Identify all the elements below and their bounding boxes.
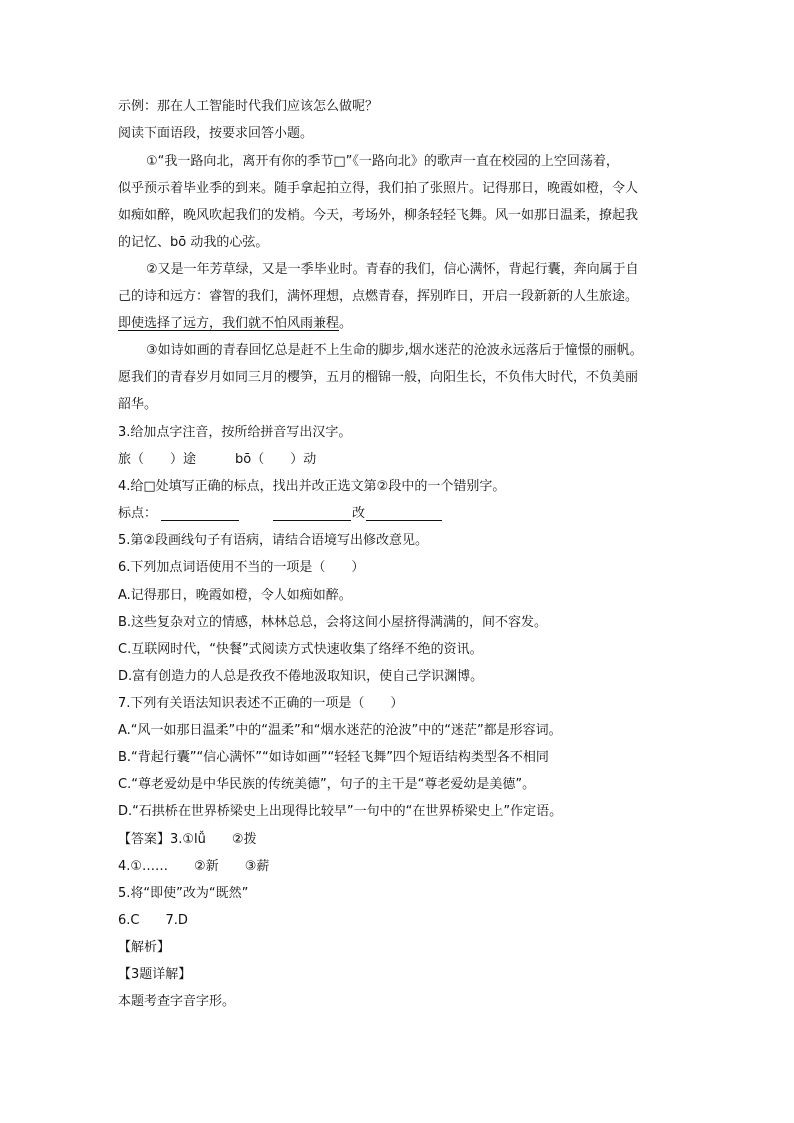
question-7-option: C.“尊老爱幼是中华民族的传统美德”，句子的主干是“尊老爱幼是美德”。: [118, 777, 536, 792]
punctuation-blank[interactable]: [161, 520, 239, 521]
paragraph-3-line: ③如诗如画的青春回忆总是赶不上生命的脚步,烟水迷茫的沧波永远落后于憧憬的丽帆。: [146, 343, 643, 358]
question-7-option: A.“风一如那日温柔”中的“温柔”和“烟水迷茫的沧波”中的“迷茫”都是形容词。: [118, 723, 562, 738]
paragraph-2-line: [118, 315, 352, 332]
paragraph-2-line: 己的诗和远方：睿智的我们，满怀理想，点燃青春，挥别昨日，开启一段新新的人生旅途。: [118, 289, 639, 304]
question-6: 6.下列加点词语使用不当的一项是（ ）: [118, 560, 365, 575]
answer-line: 5.将“即使”改为“既然”: [118, 886, 249, 901]
sentence-end: 。: [339, 316, 353, 331]
paragraph-3-line: 韶华。: [118, 397, 158, 412]
question-5: 5.第②段画线句子有语病，请结合语境写出修改意见。: [118, 533, 429, 548]
paragraph-1-line: 的记忆、bō 动我的心弦。: [118, 235, 269, 250]
paragraph-1-line: 如痴如醉，晚风吹起我们的发梢。今天，考场外，柳条轻轻飞舞。风一如那日温柔，撩起我: [118, 208, 639, 223]
paragraph-3-line: 愿我们的青春岁月如同三月的樱笋，五月的榴锦一般，向阳生长，不负伟大时代，不负美丽: [118, 370, 639, 385]
paragraph-2-line: ②又是一年芳草绿，又是一季毕业时。青春的我们，信心满怀，背起行囊，奔向属于自: [146, 262, 639, 277]
q3-detail-text: 本题考查字音字形。: [118, 994, 236, 1009]
question-3-items: 旅（ ）途 bō（ ）动: [118, 452, 317, 467]
question-4-change-label: 改: [352, 506, 366, 521]
answer-line: 4.①…… ②新 ③薪: [118, 859, 270, 874]
question-6-option: B.这些复杂对立的情感，林林总总，会将这间小屋挤得满满的，间不容发。: [118, 615, 548, 630]
question-7-option: D.“石拱桥在世界桥梁史上出现得比较早”一句中的“在世界桥梁史上”作定语。: [118, 804, 563, 819]
answer-line: 6.C 7.D: [118, 913, 188, 928]
question-6-option: A.记得那日，晚霞如橙，令人如痴如醉。: [118, 588, 352, 603]
question-4: 4.给□处填写正确的标点，找出并改正选文第②段中的一个错别字。: [118, 479, 506, 494]
question-6-option: D.富有创造力的人总是孜孜不倦地汲取知识，使自己学识渊博。: [118, 669, 484, 684]
question-3: 3.给加点字注音，按所给拼音写出汉字。: [118, 425, 352, 440]
wrong-char-blank[interactable]: [273, 520, 351, 521]
paragraph-1-line: 似乎预示着毕业季的到来。随手拿起拍立得，我们拍了张照片。记得那日，晚霞如橙，令人: [118, 181, 639, 196]
underlined-sentence: 即使选择了远方，我们就不怕风雨兼程: [118, 316, 340, 331]
paragraph-1-line: ①“我一路向北，离开有你的季节□”《一路向北》的歌声一直在校园的上空回荡着，: [146, 154, 619, 169]
correct-char-blank[interactable]: [366, 520, 442, 521]
question-7: 7.下列有关语法知识表述不正确的一项是（ ）: [118, 696, 404, 711]
question-7-option: B.“背起行囊”“信心满怀”“如诗如画”“轻轻飞舞”四个短语结构类型各不相同: [118, 750, 549, 765]
instruction-line: 阅读下面语段，按要求回答小题。: [118, 126, 314, 141]
question-4-label: 标点：: [118, 506, 158, 521]
example-line: 示例：那在人工智能时代我们应该怎么做呢？: [118, 99, 379, 114]
q3-detail-heading: 【3题详解】: [118, 967, 192, 982]
analysis-heading: 【解析】: [118, 940, 171, 955]
question-6-option: C.互联网时代，“快餐”式阅读方式快速收集了络绎不绝的资讯。: [118, 642, 483, 657]
answer-line: 【答案】3.①lǚ ②拨: [118, 832, 257, 847]
